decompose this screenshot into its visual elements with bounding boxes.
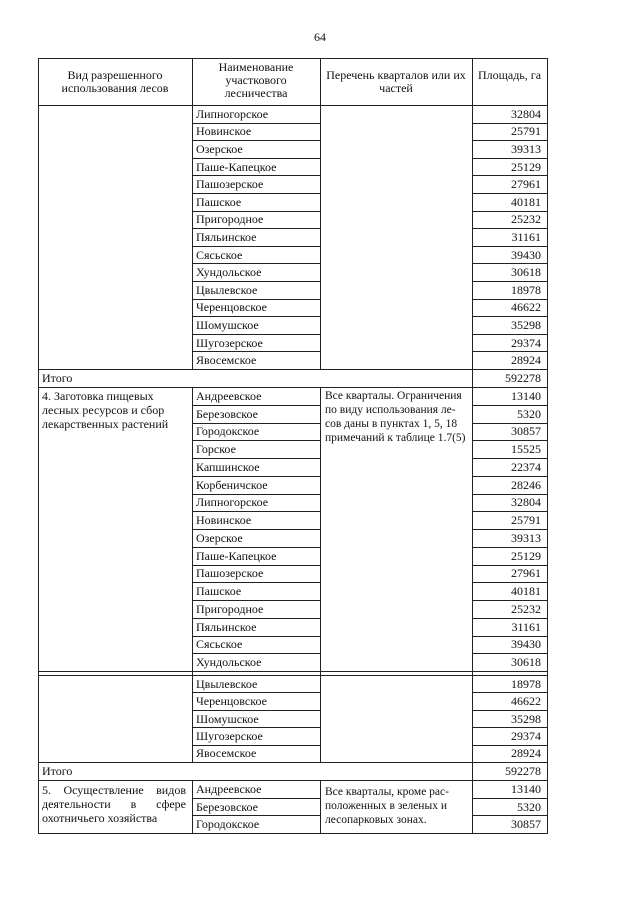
row-rule <box>472 246 548 247</box>
column-rule <box>38 387 39 672</box>
forestry-name: Хундольское <box>196 655 262 669</box>
row-rule <box>472 405 548 406</box>
area-value: 15525 <box>511 442 541 456</box>
row-rule <box>472 440 548 441</box>
total-label: Итого <box>42 764 73 778</box>
row-rule <box>192 193 321 194</box>
forestry-name: Черенцовское <box>196 300 267 314</box>
column-rule <box>320 780 321 834</box>
row-rule <box>192 405 321 406</box>
area-value: 39430 <box>511 637 541 651</box>
forestry-name: Озерское <box>196 531 243 545</box>
header-forestry: Наименование участкового лесничества <box>218 61 294 100</box>
row-rule <box>472 815 548 816</box>
area-value: 32804 <box>511 495 541 509</box>
area-value: 29374 <box>511 336 541 350</box>
column-rule <box>547 780 548 834</box>
quarters-note-line: сов даны в пунктах 1, 5, 18 <box>325 418 458 430</box>
header-column-rule <box>192 58 193 106</box>
area-value: 27961 <box>511 177 541 191</box>
row-rule <box>192 175 321 176</box>
row-rule <box>192 440 321 441</box>
quarters-note-line: лесопарковых зонах. <box>325 814 427 826</box>
column-rule <box>320 105 321 370</box>
area-value: 5320 <box>517 800 541 814</box>
row-rule <box>472 653 548 654</box>
row-rule <box>472 547 548 548</box>
forestry-name: Озерское <box>196 142 243 156</box>
row-rule <box>472 351 548 352</box>
area-value: 30857 <box>511 424 541 438</box>
forestry-name: Пашское <box>196 195 242 209</box>
area-value: 25791 <box>511 513 541 527</box>
area-value: 13140 <box>511 389 541 403</box>
forestry-name: Березовское <box>196 800 258 814</box>
table-rule <box>38 369 39 388</box>
row-rule <box>472 798 548 799</box>
row-rule <box>192 228 321 229</box>
forestry-name: Хундольское <box>196 265 262 279</box>
row-rule <box>472 458 548 459</box>
forestry-name: Пашозерское <box>196 177 264 191</box>
column-rule <box>547 105 548 370</box>
area-value: 25791 <box>511 124 541 138</box>
area-value: 46622 <box>511 300 541 314</box>
row-rule <box>192 727 321 728</box>
area-value: 39430 <box>511 248 541 262</box>
row-rule <box>472 511 548 512</box>
row-rule <box>472 600 548 601</box>
area-value: 30618 <box>511 265 541 279</box>
page-number: 64 <box>314 30 326 44</box>
column-rule <box>472 105 473 370</box>
row-rule <box>472 727 548 728</box>
row-rule <box>472 334 548 335</box>
row-rule <box>192 798 321 799</box>
forestry-name: Шомушское <box>196 712 259 726</box>
area-value: 40181 <box>511 195 541 209</box>
row-rule <box>472 710 548 711</box>
use-type-line <box>42 797 186 811</box>
column-rule <box>472 780 473 834</box>
column-rule <box>38 675 39 763</box>
area-value: 28246 <box>511 478 541 492</box>
row-rule <box>192 529 321 530</box>
header-type: Вид разрешенного использования лесов <box>61 69 169 95</box>
row-rule <box>472 193 548 194</box>
forestry-name: Цвылевское <box>196 677 258 691</box>
row-rule <box>472 281 548 282</box>
row-rule <box>192 618 321 619</box>
row-rule <box>472 263 548 264</box>
forestry-name: Городокское <box>196 424 260 438</box>
row-rule <box>472 140 548 141</box>
area-value: 28924 <box>511 746 541 760</box>
area-value: 46622 <box>511 694 541 708</box>
area-value: 18978 <box>511 677 541 691</box>
column-rule <box>547 675 548 763</box>
area-value: 39313 <box>511 531 541 545</box>
forestry-name: Сясьское <box>196 637 243 651</box>
area-value: 29374 <box>511 729 541 743</box>
total-area: 592278 <box>505 371 541 385</box>
row-rule <box>192 458 321 459</box>
column-rule <box>38 105 39 370</box>
forestry-name: Горское <box>196 442 236 456</box>
quarters-note-line: по виду использования ле- <box>325 404 456 416</box>
row-rule <box>472 476 548 477</box>
column-rule <box>192 780 193 834</box>
area-value: 13140 <box>511 782 541 796</box>
area-value: 30618 <box>511 655 541 669</box>
table-rule <box>547 369 548 388</box>
forestry-name: Липногорское <box>196 107 269 121</box>
row-rule <box>192 600 321 601</box>
row-rule <box>472 175 548 176</box>
row-rule <box>472 228 548 229</box>
row-rule <box>192 710 321 711</box>
header-column-rule <box>320 58 321 106</box>
area-value: 39313 <box>511 142 541 156</box>
forestry-name: Пашозерское <box>196 566 264 580</box>
column-rule <box>320 675 321 763</box>
area-value: 35298 <box>511 712 541 726</box>
forestry-name: Новинское <box>196 124 252 138</box>
row-rule <box>192 140 321 141</box>
area-value: 32804 <box>511 107 541 121</box>
use-type-line: лесных ресурсов и сбор <box>42 403 165 417</box>
forestry-name: Капшинское <box>196 460 260 474</box>
quarters-note-line: Все кварталы. Ограничения <box>325 390 462 402</box>
total-label: Итого <box>42 371 73 385</box>
row-rule <box>192 246 321 247</box>
area-value: 40181 <box>511 584 541 598</box>
row-rule <box>192 334 321 335</box>
quarters-note-line: примечаний к таблице 1.7(5) <box>325 432 466 444</box>
area-value: 35298 <box>511 318 541 332</box>
area-value: 25129 <box>511 549 541 563</box>
row-rule <box>472 692 548 693</box>
header-area: Площадь, га <box>477 69 542 82</box>
use-type-text: деятельности в сфере <box>42 797 186 811</box>
row-rule <box>192 547 321 548</box>
use-type-line: лекарственных растений <box>42 417 169 431</box>
row-rule <box>192 815 321 816</box>
forestry-name: Пяльинское <box>196 620 257 634</box>
use-type-text: 5. Осуществление видов <box>42 783 186 797</box>
forestry-name: Андреевское <box>196 782 262 796</box>
forestry-name: Пашское <box>196 584 242 598</box>
total-area: 592278 <box>505 764 541 778</box>
area-value: 25232 <box>511 602 541 616</box>
row-rule <box>472 618 548 619</box>
quarters-note-line: Все кварталы, кроме рас- <box>325 786 449 798</box>
header-quarters: Перечень кварталов или их частей <box>326 69 466 95</box>
use-type-text: охотничьего хозяйства <box>42 811 158 825</box>
forestry-name: Липногорское <box>196 495 269 509</box>
area-value: 25232 <box>511 212 541 226</box>
column-rule <box>38 780 39 834</box>
forestry-name: Андреевское <box>196 389 262 403</box>
table-rule <box>38 762 39 781</box>
forestry-name: Городокское <box>196 817 260 831</box>
use-type-line: 4. Заготовка пищевых <box>42 389 154 403</box>
area-value: 31161 <box>511 620 541 634</box>
area-value: 27961 <box>511 566 541 580</box>
row-rule <box>192 281 321 282</box>
area-value: 31161 <box>511 230 541 244</box>
row-rule <box>192 582 321 583</box>
forestry-name: Сясьское <box>196 248 243 262</box>
forestry-name: Явосемское <box>196 353 257 367</box>
use-type-line <box>42 783 186 797</box>
row-rule <box>192 653 321 654</box>
forestry-name: Новинское <box>196 513 252 527</box>
row-rule <box>192 476 321 477</box>
column-rule <box>192 675 193 763</box>
forestry-name: Березовское <box>196 407 258 421</box>
row-rule <box>192 692 321 693</box>
row-rule <box>472 529 548 530</box>
row-rule <box>192 511 321 512</box>
area-value: 18978 <box>511 283 541 297</box>
row-rule <box>192 263 321 264</box>
header-column-rule <box>472 58 473 106</box>
column-rule <box>192 105 193 370</box>
forestry-name: Пригородное <box>196 602 264 616</box>
forestry-name: Паше-Капецкое <box>196 549 277 563</box>
forestry-name: Пригородное <box>196 212 264 226</box>
header-column-rule <box>38 58 39 106</box>
forestry-name: Шугозерское <box>196 336 263 350</box>
row-rule <box>192 351 321 352</box>
forestry-name: Шомушское <box>196 318 259 332</box>
table-rule <box>547 762 548 781</box>
row-rule <box>192 158 321 159</box>
forestry-name: Шугозерское <box>196 729 263 743</box>
table-rule <box>472 369 473 388</box>
column-rule <box>472 675 473 763</box>
table-rule <box>472 762 473 781</box>
area-value: 5320 <box>517 407 541 421</box>
forestry-name: Корбеничское <box>196 478 268 492</box>
use-type-line <box>42 811 186 825</box>
area-value: 28924 <box>511 353 541 367</box>
forestry-name: Паше-Капецкое <box>196 160 277 174</box>
row-rule <box>472 582 548 583</box>
quarters-note-line: положенных в зеленых и <box>325 800 447 812</box>
area-value: 22374 <box>511 460 541 474</box>
area-value: 25129 <box>511 160 541 174</box>
row-rule <box>472 158 548 159</box>
forestry-name: Явосемское <box>196 746 257 760</box>
row-rule <box>472 316 548 317</box>
row-rule <box>192 316 321 317</box>
header-column-rule <box>547 58 548 106</box>
forestry-name: Пяльинское <box>196 230 257 244</box>
forestry-name: Цвылевское <box>196 283 258 297</box>
forestry-name: Черенцовское <box>196 694 267 708</box>
area-value: 30857 <box>511 817 541 831</box>
group-bottom-rule <box>38 833 548 834</box>
